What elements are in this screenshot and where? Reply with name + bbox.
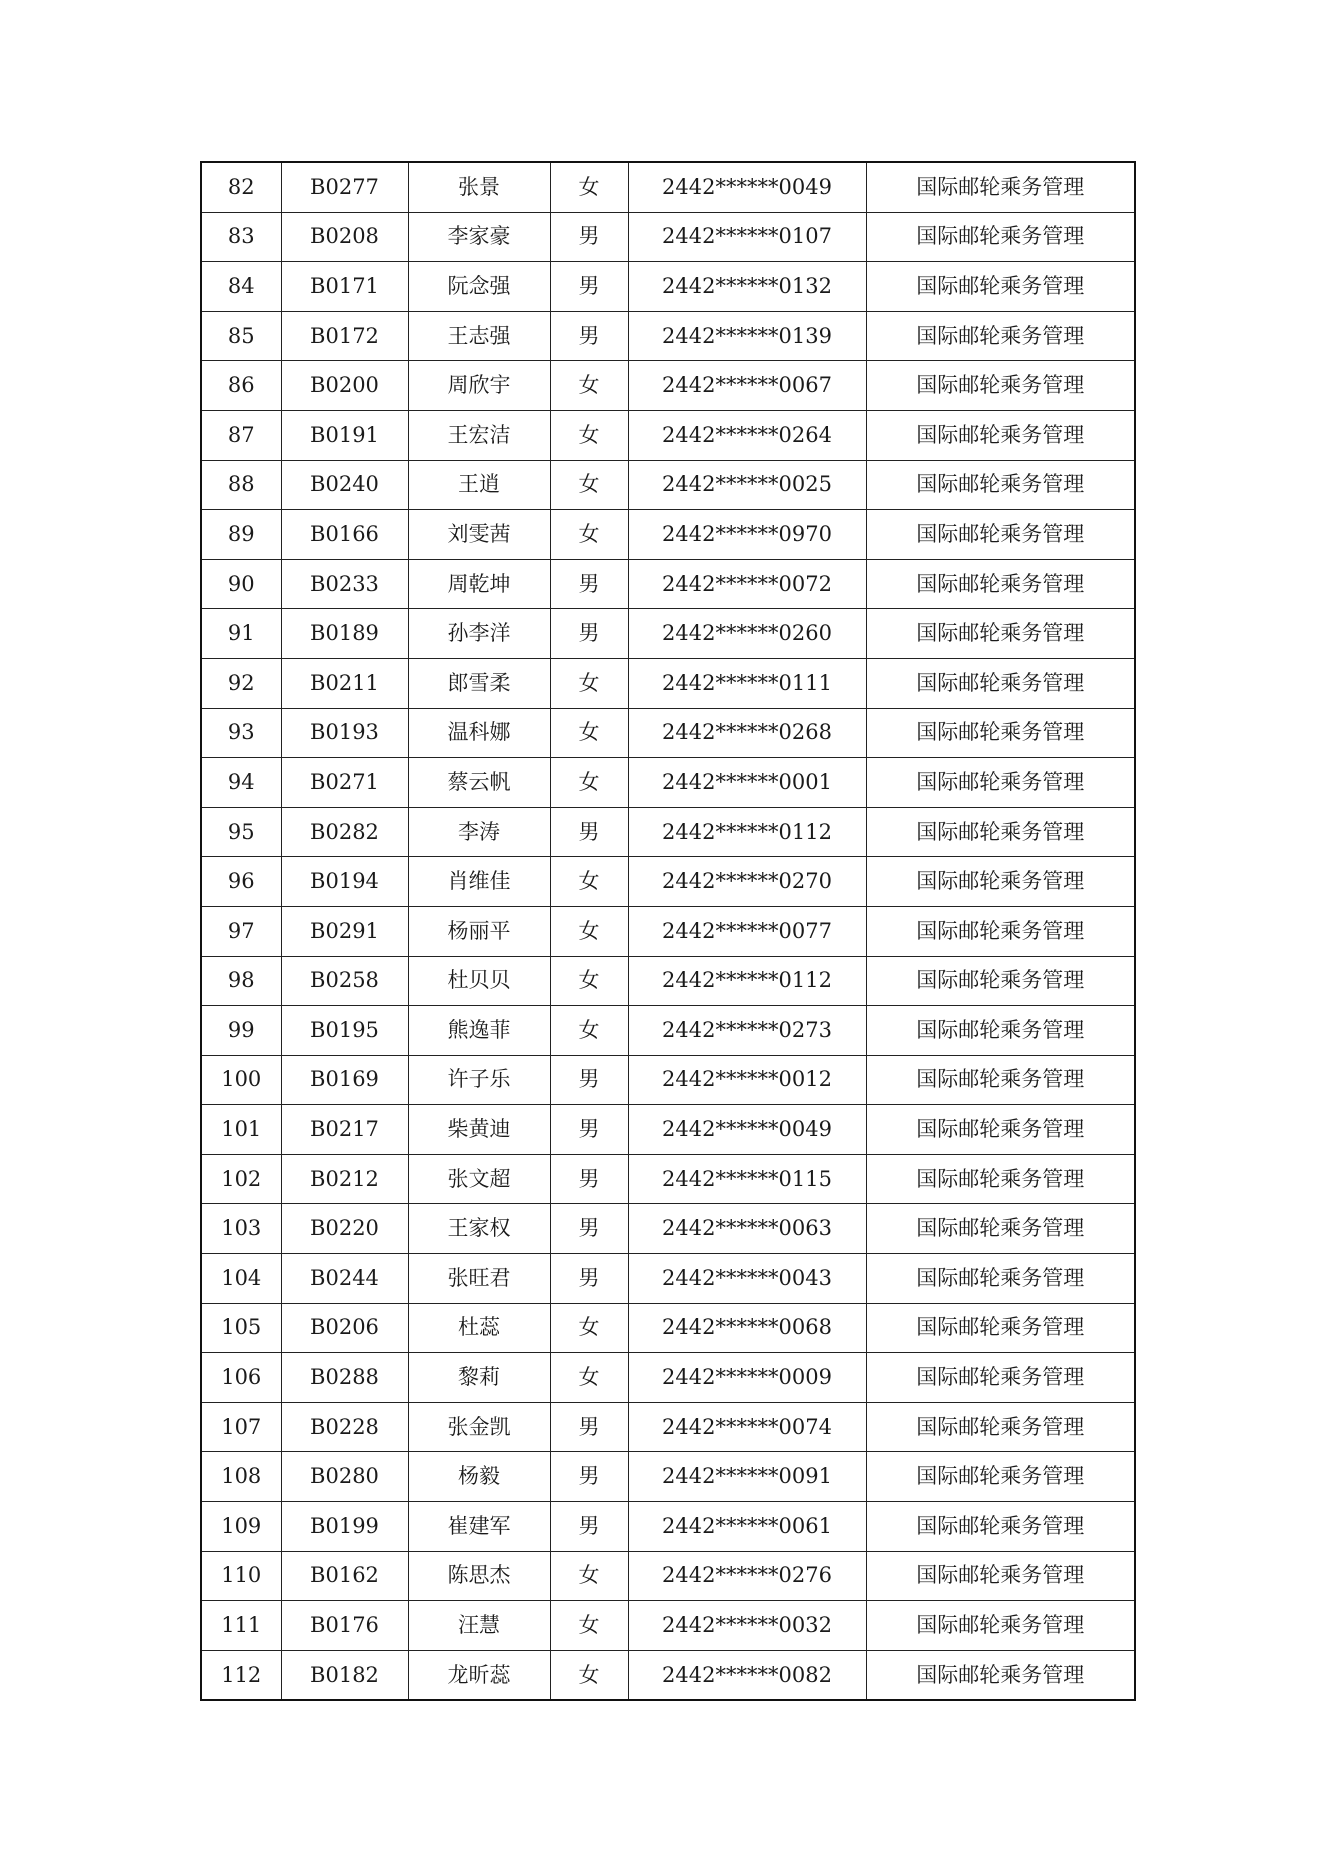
candidate-code-cell: B0233 xyxy=(281,559,408,609)
table-row xyxy=(201,1303,1135,1353)
name-cell: 蔡云帆 xyxy=(408,758,550,808)
major-cell: 国际邮轮乘务管理 xyxy=(866,1601,1135,1651)
gender-cell: 女 xyxy=(550,361,628,411)
gender-cell: 男 xyxy=(550,1204,628,1254)
gender-cell: 男 xyxy=(550,212,628,262)
table-row xyxy=(201,1452,1135,1502)
candidate-code-cell: B0195 xyxy=(281,1006,408,1056)
table-row xyxy=(201,1006,1135,1056)
id-number-cell: 2442******0067 xyxy=(628,361,866,411)
table-row xyxy=(201,906,1135,956)
row-number-cell: 97 xyxy=(201,906,281,956)
name-cell: 周欣宇 xyxy=(408,361,550,411)
table-row xyxy=(201,708,1135,758)
id-number-cell: 2442******0132 xyxy=(628,262,866,312)
table-row xyxy=(201,1154,1135,1204)
row-number-cell: 96 xyxy=(201,857,281,907)
name-cell: 张旺君 xyxy=(408,1254,550,1304)
table-row xyxy=(201,162,1135,212)
gender-cell: 男 xyxy=(550,609,628,659)
id-number-cell: 2442******0091 xyxy=(628,1452,866,1502)
gender-cell: 女 xyxy=(550,1601,628,1651)
gender-cell: 女 xyxy=(550,906,628,956)
id-number-cell: 2442******0970 xyxy=(628,510,866,560)
gender-cell: 男 xyxy=(550,807,628,857)
table-row xyxy=(201,361,1135,411)
gender-cell: 男 xyxy=(550,1154,628,1204)
major-cell: 国际邮轮乘务管理 xyxy=(866,708,1135,758)
id-number-cell: 2442******0068 xyxy=(628,1303,866,1353)
gender-cell: 女 xyxy=(550,510,628,560)
id-number-cell: 2442******0012 xyxy=(628,1055,866,1105)
roster-table-body xyxy=(201,162,1135,1700)
name-cell: 周乾坤 xyxy=(408,559,550,609)
major-cell: 国际邮轮乘务管理 xyxy=(866,559,1135,609)
id-number-cell: 2442******0001 xyxy=(628,758,866,808)
name-cell: 张金凯 xyxy=(408,1402,550,1452)
name-cell: 柴黄迪 xyxy=(408,1105,550,1155)
candidate-code-cell: B0171 xyxy=(281,262,408,312)
candidate-code-cell: B0212 xyxy=(281,1154,408,1204)
table-row xyxy=(201,857,1135,907)
table-row xyxy=(201,1551,1135,1601)
candidate-code-cell: B0288 xyxy=(281,1353,408,1403)
major-cell: 国际邮轮乘务管理 xyxy=(866,162,1135,212)
candidate-code-cell: B0220 xyxy=(281,1204,408,1254)
name-cell: 李涛 xyxy=(408,807,550,857)
row-number-cell: 86 xyxy=(201,361,281,411)
table-row xyxy=(201,510,1135,560)
row-number-cell: 93 xyxy=(201,708,281,758)
major-cell: 国际邮轮乘务管理 xyxy=(866,1105,1135,1155)
gender-cell: 男 xyxy=(550,559,628,609)
id-number-cell: 2442******0111 xyxy=(628,658,866,708)
candidate-code-cell: B0193 xyxy=(281,708,408,758)
name-cell: 龙昕蕊 xyxy=(408,1650,550,1700)
row-number-cell: 91 xyxy=(201,609,281,659)
gender-cell: 女 xyxy=(550,956,628,1006)
major-cell: 国际邮轮乘务管理 xyxy=(866,807,1135,857)
row-number-cell: 103 xyxy=(201,1204,281,1254)
table-row xyxy=(201,1204,1135,1254)
major-cell: 国际邮轮乘务管理 xyxy=(866,1204,1135,1254)
name-cell: 杨毅 xyxy=(408,1452,550,1502)
gender-cell: 女 xyxy=(550,1303,628,1353)
candidate-code-cell: B0200 xyxy=(281,361,408,411)
major-cell: 国际邮轮乘务管理 xyxy=(866,212,1135,262)
major-cell: 国际邮轮乘务管理 xyxy=(866,1353,1135,1403)
major-cell: 国际邮轮乘务管理 xyxy=(866,857,1135,907)
row-number-cell: 106 xyxy=(201,1353,281,1403)
major-cell: 国际邮轮乘务管理 xyxy=(866,956,1135,1006)
gender-cell: 男 xyxy=(550,1502,628,1552)
major-cell: 国际邮轮乘务管理 xyxy=(866,460,1135,510)
candidate-code-cell: B0217 xyxy=(281,1105,408,1155)
row-number-cell: 108 xyxy=(201,1452,281,1502)
major-cell: 国际邮轮乘务管理 xyxy=(866,361,1135,411)
id-number-cell: 2442******0072 xyxy=(628,559,866,609)
row-number-cell: 85 xyxy=(201,311,281,361)
row-number-cell: 84 xyxy=(201,262,281,312)
candidate-code-cell: B0172 xyxy=(281,311,408,361)
row-number-cell: 101 xyxy=(201,1105,281,1155)
candidate-code-cell: B0228 xyxy=(281,1402,408,1452)
gender-cell: 女 xyxy=(550,1551,628,1601)
name-cell: 肖维佳 xyxy=(408,857,550,907)
name-cell: 阮念强 xyxy=(408,262,550,312)
table-row xyxy=(201,758,1135,808)
table-row xyxy=(201,460,1135,510)
candidate-code-cell: B0206 xyxy=(281,1303,408,1353)
name-cell: 陈思杰 xyxy=(408,1551,550,1601)
row-number-cell: 83 xyxy=(201,212,281,262)
major-cell: 国际邮轮乘务管理 xyxy=(866,1055,1135,1105)
row-number-cell: 111 xyxy=(201,1601,281,1651)
table-row xyxy=(201,1105,1135,1155)
id-number-cell: 2442******0139 xyxy=(628,311,866,361)
candidate-code-cell: B0211 xyxy=(281,658,408,708)
candidate-code-cell: B0244 xyxy=(281,1254,408,1304)
id-number-cell: 2442******0009 xyxy=(628,1353,866,1403)
row-number-cell: 110 xyxy=(201,1551,281,1601)
name-cell: 刘雯茜 xyxy=(408,510,550,560)
id-number-cell: 2442******0276 xyxy=(628,1551,866,1601)
candidate-code-cell: B0162 xyxy=(281,1551,408,1601)
name-cell: 李家豪 xyxy=(408,212,550,262)
id-number-cell: 2442******0270 xyxy=(628,857,866,907)
id-number-cell: 2442******0077 xyxy=(628,906,866,956)
table-row xyxy=(201,1650,1135,1700)
major-cell: 国际邮轮乘务管理 xyxy=(866,1452,1135,1502)
candidate-code-cell: B0182 xyxy=(281,1650,408,1700)
row-number-cell: 92 xyxy=(201,658,281,708)
table-row xyxy=(201,807,1135,857)
table-row xyxy=(201,1502,1135,1552)
table-row xyxy=(201,956,1135,1006)
id-number-cell: 2442******0273 xyxy=(628,1006,866,1056)
major-cell: 国际邮轮乘务管理 xyxy=(866,1551,1135,1601)
gender-cell: 女 xyxy=(550,410,628,460)
candidate-code-cell: B0199 xyxy=(281,1502,408,1552)
table-row xyxy=(201,1055,1135,1105)
row-number-cell: 105 xyxy=(201,1303,281,1353)
name-cell: 崔建军 xyxy=(408,1502,550,1552)
candidate-code-cell: B0208 xyxy=(281,212,408,262)
table-row xyxy=(201,212,1135,262)
candidate-code-cell: B0280 xyxy=(281,1452,408,1502)
major-cell: 国际邮轮乘务管理 xyxy=(866,262,1135,312)
id-number-cell: 2442******0049 xyxy=(628,1105,866,1155)
major-cell: 国际邮轮乘务管理 xyxy=(866,1154,1135,1204)
gender-cell: 男 xyxy=(550,262,628,312)
major-cell: 国际邮轮乘务管理 xyxy=(866,1006,1135,1056)
name-cell: 杜贝贝 xyxy=(408,956,550,1006)
candidate-code-cell: B0271 xyxy=(281,758,408,808)
row-number-cell: 89 xyxy=(201,510,281,560)
gender-cell: 女 xyxy=(550,1353,628,1403)
row-number-cell: 82 xyxy=(201,162,281,212)
name-cell: 郎雪柔 xyxy=(408,658,550,708)
table-row xyxy=(201,609,1135,659)
id-number-cell: 2442******0061 xyxy=(628,1502,866,1552)
major-cell: 国际邮轮乘务管理 xyxy=(866,758,1135,808)
table-row xyxy=(201,559,1135,609)
row-number-cell: 90 xyxy=(201,559,281,609)
name-cell: 张文超 xyxy=(408,1154,550,1204)
gender-cell: 男 xyxy=(550,1254,628,1304)
major-cell: 国际邮轮乘务管理 xyxy=(866,311,1135,361)
table-row xyxy=(201,1402,1135,1452)
candidate-code-cell: B0277 xyxy=(281,162,408,212)
row-number-cell: 95 xyxy=(201,807,281,857)
major-cell: 国际邮轮乘务管理 xyxy=(866,1402,1135,1452)
major-cell: 国际邮轮乘务管理 xyxy=(866,1502,1135,1552)
candidate-code-cell: B0169 xyxy=(281,1055,408,1105)
row-number-cell: 107 xyxy=(201,1402,281,1452)
gender-cell: 男 xyxy=(550,311,628,361)
id-number-cell: 2442******0112 xyxy=(628,807,866,857)
gender-cell: 女 xyxy=(550,1006,628,1056)
major-cell: 国际邮轮乘务管理 xyxy=(866,1254,1135,1304)
row-number-cell: 94 xyxy=(201,758,281,808)
name-cell: 王宏洁 xyxy=(408,410,550,460)
major-cell: 国际邮轮乘务管理 xyxy=(866,410,1135,460)
table-row xyxy=(201,262,1135,312)
name-cell: 王逍 xyxy=(408,460,550,510)
candidate-code-cell: B0189 xyxy=(281,609,408,659)
row-number-cell: 109 xyxy=(201,1502,281,1552)
gender-cell: 女 xyxy=(550,658,628,708)
major-cell: 国际邮轮乘务管理 xyxy=(866,1650,1135,1700)
row-number-cell: 98 xyxy=(201,956,281,1006)
name-cell: 王家权 xyxy=(408,1204,550,1254)
name-cell: 黎莉 xyxy=(408,1353,550,1403)
candidate-code-cell: B0191 xyxy=(281,410,408,460)
candidate-code-cell: B0176 xyxy=(281,1601,408,1651)
major-cell: 国际邮轮乘务管理 xyxy=(866,658,1135,708)
id-number-cell: 2442******0049 xyxy=(628,162,866,212)
table-row xyxy=(201,410,1135,460)
candidate-code-cell: B0282 xyxy=(281,807,408,857)
id-number-cell: 2442******0082 xyxy=(628,1650,866,1700)
name-cell: 杨丽平 xyxy=(408,906,550,956)
name-cell: 杜蕊 xyxy=(408,1303,550,1353)
table-row xyxy=(201,311,1135,361)
gender-cell: 女 xyxy=(550,1650,628,1700)
row-number-cell: 104 xyxy=(201,1254,281,1304)
gender-cell: 女 xyxy=(550,758,628,808)
row-number-cell: 99 xyxy=(201,1006,281,1056)
gender-cell: 男 xyxy=(550,1402,628,1452)
name-cell: 汪慧 xyxy=(408,1601,550,1651)
row-number-cell: 102 xyxy=(201,1154,281,1204)
id-number-cell: 2442******0264 xyxy=(628,410,866,460)
name-cell: 王志强 xyxy=(408,311,550,361)
roster-table xyxy=(200,161,1136,1701)
id-number-cell: 2442******0115 xyxy=(628,1154,866,1204)
candidate-code-cell: B0291 xyxy=(281,906,408,956)
id-number-cell: 2442******0025 xyxy=(628,460,866,510)
name-cell: 熊逸菲 xyxy=(408,1006,550,1056)
gender-cell: 女 xyxy=(550,857,628,907)
candidate-code-cell: B0194 xyxy=(281,857,408,907)
table-row xyxy=(201,1601,1135,1651)
table-row xyxy=(201,658,1135,708)
gender-cell: 女 xyxy=(550,162,628,212)
major-cell: 国际邮轮乘务管理 xyxy=(866,609,1135,659)
id-number-cell: 2442******0074 xyxy=(628,1402,866,1452)
id-number-cell: 2442******0063 xyxy=(628,1204,866,1254)
gender-cell: 女 xyxy=(550,708,628,758)
major-cell: 国际邮轮乘务管理 xyxy=(866,1303,1135,1353)
gender-cell: 男 xyxy=(550,1452,628,1502)
row-number-cell: 87 xyxy=(201,410,281,460)
id-number-cell: 2442******0260 xyxy=(628,609,866,659)
major-cell: 国际邮轮乘务管理 xyxy=(866,510,1135,560)
id-number-cell: 2442******0043 xyxy=(628,1254,866,1304)
name-cell: 张景 xyxy=(408,162,550,212)
gender-cell: 女 xyxy=(550,460,628,510)
row-number-cell: 112 xyxy=(201,1650,281,1700)
row-number-cell: 88 xyxy=(201,460,281,510)
id-number-cell: 2442******0268 xyxy=(628,708,866,758)
name-cell: 孙李洋 xyxy=(408,609,550,659)
id-number-cell: 2442******0107 xyxy=(628,212,866,262)
row-number-cell: 100 xyxy=(201,1055,281,1105)
candidate-code-cell: B0240 xyxy=(281,460,408,510)
table-row xyxy=(201,1353,1135,1403)
candidate-code-cell: B0258 xyxy=(281,956,408,1006)
name-cell: 温科娜 xyxy=(408,708,550,758)
major-cell: 国际邮轮乘务管理 xyxy=(866,906,1135,956)
id-number-cell: 2442******0112 xyxy=(628,956,866,1006)
table-row xyxy=(201,1254,1135,1304)
candidate-code-cell: B0166 xyxy=(281,510,408,560)
name-cell: 许子乐 xyxy=(408,1055,550,1105)
id-number-cell: 2442******0032 xyxy=(628,1601,866,1651)
gender-cell: 男 xyxy=(550,1055,628,1105)
gender-cell: 男 xyxy=(550,1105,628,1155)
